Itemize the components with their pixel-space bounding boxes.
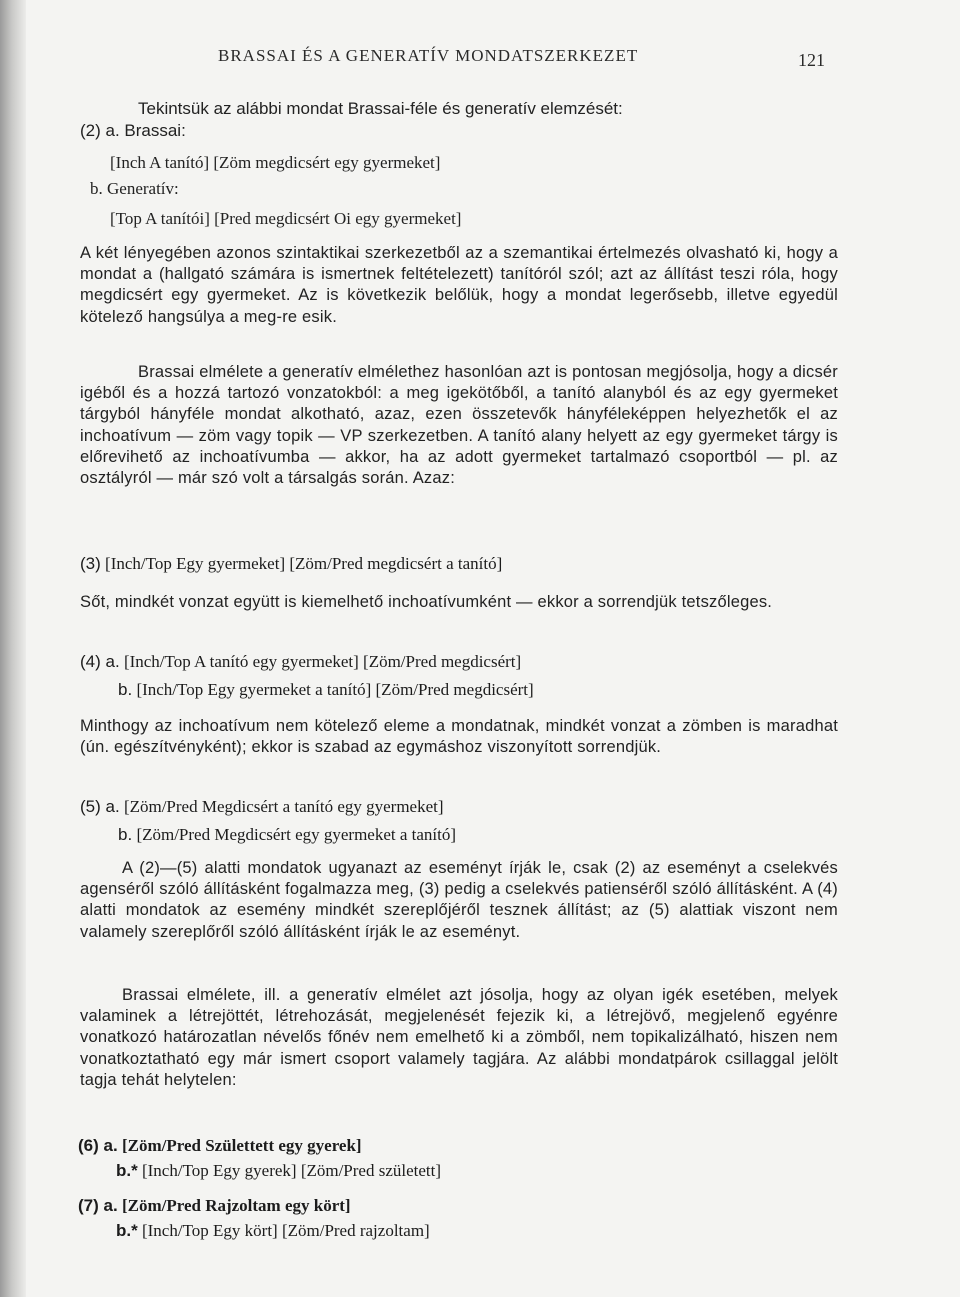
example-text: [Zöm/Pred Születtett egy gyerek]	[121, 1136, 362, 1155]
example-text: [Zöm/Pred Megdicsért egy gyermeket a tanító]	[136, 825, 457, 844]
paragraph-6: Brassai elmélete, ill. a generatív elmélet azt jósolja, hogy az olyan igék esetében, melyek valaminek a létrejöttét, létrehozását, megjelenését fejezik ki, a létrejövő, megjelenő egyénre vonatkozó határozatlan névelős főnév nem emelhető ki a zömből, nem topikalizálható, hiszen nem vonatkoztatható egy már ismert csoport valamely tagjára. Az alábbi mondatpárok csillaggal jelölt tagja tehát helytelen:	[80, 986, 838, 1089]
example-label: b.	[118, 825, 133, 844]
example-label: b.	[118, 680, 133, 699]
example-label: b.*	[116, 1161, 138, 1180]
example-text: [Inch/Top Egy gyermeket a tanító] [Zöm/Pred megdicsért]	[136, 680, 534, 699]
example-label: (7) a.	[78, 1196, 118, 1215]
example-text: [Inch/Top A tanító egy gyermeket] [Zöm/Pred megdicsért]	[123, 652, 522, 671]
example-6b	[116, 1160, 441, 1182]
example-text: [Inch/Top Egy gyermeket] [Zöm/Pred megdicsért a tanító]	[105, 554, 503, 573]
running-header: BRASSAI ÉS A GENERATÍV MONDATSZERKEZET	[218, 46, 639, 65]
example-5b	[118, 824, 456, 846]
paragraph-1: A két lényegében azonos szintaktikai szerkezetből az a szemantikai értelmezés olvasható ki, hogy a mondat a (hallgató számára is ismertnek feltételezett) tanítóról szól; azt az állítást teszi róla, hogy megdicsért egy gyermeket. Az is következik belőlük, hogy a mondat legerősebb, illetve egyedül kötelező hangsúlya a meg-re esik.	[80, 244, 838, 326]
paragraph-4: Minthogy az inchoatívum nem kötelező eleme a mondatnak, mindkét vonzat a zömben is maradhat (ún. egészítvényként); ekkor is szabad az egymáshoz viszonyított sorrendjük.	[80, 717, 838, 757]
paragraph-2: Brassai elmélete a generatív elmélethez hasonlóan azt is pontosan megjósolja, hogy a dicsér igéből és a hozzá tartozó vonzatokból: a meg igekötőből, a tanító alanyból és az egy gyermeket tárgyból hányféle mondat alkotható, azaz, ezen összetevők hányféleképpen helyezhetők el az inchoatívum — zöm vagy topik — VP szerkezetben. A tanító alany helyett az egy gyermeket tárgy is előrevihető az inchoatívumba — akkor, ha az adott gyermeket tartalmazó csoportból — pl. az osztályról — már szó volt a társalgás során. Azaz:	[80, 363, 838, 488]
example-label: b.*	[116, 1221, 138, 1240]
example-text: [Inch/Top Egy kört] [Zöm/Pred rajzoltam]	[141, 1221, 430, 1240]
example-5a	[80, 796, 444, 818]
example-4b	[118, 679, 534, 701]
example-text: [Zöm/Pred Rajzoltam egy kört]	[121, 1196, 351, 1215]
example-2a-label: (2) a. Brassai:	[80, 121, 186, 140]
example-2a-analysis: [Inch A tanító] [Zöm megdicsért egy gyermeket]	[110, 153, 441, 172]
example-2b-label: b. Generatív:	[90, 179, 179, 198]
example-text: [Zöm/Pred Megdicsért a tanító egy gyermeket]	[123, 797, 444, 816]
example-7a	[78, 1195, 351, 1217]
paragraph-5: A (2)—(5) alatti mondatok ugyanazt az eseményt írják le, csak (2) az eseményt a cselekvés agenséről szóló állításként fogalmazza meg, (3) pedig a cselekvés patienséről szóló állításként. A (4) alatti mondatok az esemény mindkét szereplőjéről tesznek állítást; az (5) alattiak viszont nem valamely szereplőről szóló állításként írják le az eseményt.	[80, 859, 838, 941]
example-2b-analysis: [Top A tanítói] [Pred megdicsért Oi egy gyermeket]	[110, 209, 462, 228]
intro-line: Tekintsük az alábbi mondat Brassai-féle és generatív elemzését:	[138, 99, 623, 118]
example-6a	[78, 1135, 362, 1157]
example-4a	[80, 651, 521, 673]
example-label: (6) a.	[78, 1136, 118, 1155]
example-7b	[116, 1220, 430, 1242]
example-label: (4) a.	[80, 652, 120, 671]
book-spine-shadow	[0, 0, 26, 1297]
example-3	[80, 553, 502, 575]
paragraph-3: Sőt, mindkét vonzat együtt is kiemelhető inchoatívumként — ekkor a sorrendjük tetszőleges.	[80, 593, 773, 611]
example-label: (3)	[80, 554, 101, 573]
example-text: [Inch/Top Egy gyerek] [Zöm/Pred született]	[141, 1161, 442, 1180]
page-number: 121	[798, 50, 825, 70]
example-label: (5) a.	[80, 797, 120, 816]
